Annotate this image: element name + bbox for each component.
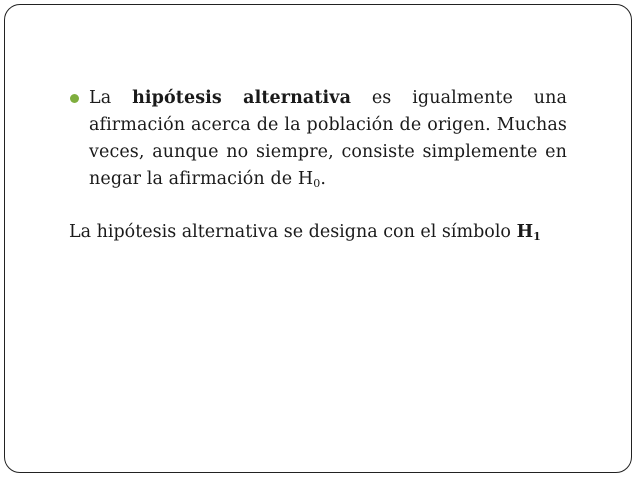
designation-text: La hipótesis alternativa se designa con el símbolo — [69, 222, 511, 242]
designation-line — [69, 219, 567, 250]
bullet-paragraph — [69, 85, 567, 197]
slide-content — [69, 85, 567, 250]
h1-letter: H — [516, 222, 534, 242]
bullet-term: hipótesis alternativa — [132, 88, 352, 108]
bullet-dot-icon — [70, 94, 79, 103]
bullet-text-end: . — [320, 169, 327, 189]
bullet-intro: La — [89, 88, 112, 108]
h1-subscript: 1 — [533, 230, 541, 243]
slide-frame — [4, 4, 632, 473]
h0-subscript: 0 — [313, 177, 321, 190]
bullet-text: es igualmente una afirmación acerca de la población de origen. Muchas veces, aunque no siempre, consiste simplemente en negar la afirmación de H — [89, 88, 567, 189]
h1-symbol — [517, 222, 541, 242]
